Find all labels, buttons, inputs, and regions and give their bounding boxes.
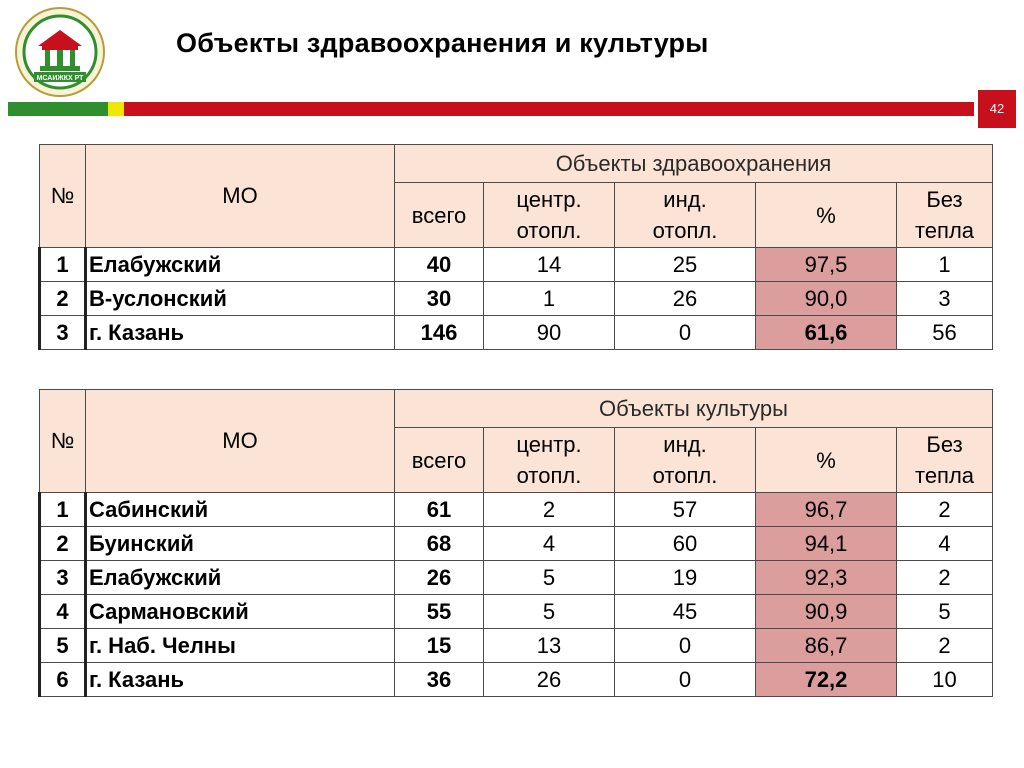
percent-value: 61,6 bbox=[756, 316, 897, 350]
percent-value: 94,1 bbox=[756, 527, 897, 561]
row-number: 6 bbox=[40, 663, 86, 697]
header-individual bbox=[615, 428, 756, 493]
table-row bbox=[40, 595, 993, 629]
percent-value: 97,5 bbox=[756, 248, 897, 282]
row-number: 2 bbox=[40, 282, 86, 316]
total-value: 146 bbox=[395, 316, 484, 350]
individual-heating-value: 26 bbox=[615, 282, 756, 316]
header-mo: МО bbox=[86, 390, 395, 493]
header-no-heat-line2: тепла bbox=[914, 463, 975, 488]
no-heat-value: 1 bbox=[897, 248, 993, 282]
row-number: 2 bbox=[40, 527, 86, 561]
no-heat-value: 10 bbox=[897, 663, 993, 697]
percent-value: 92,3 bbox=[756, 561, 897, 595]
group-title: Объекты здравоохранения bbox=[395, 145, 993, 183]
table-row bbox=[40, 629, 993, 663]
table-row bbox=[40, 282, 993, 316]
row-number: 3 bbox=[40, 561, 86, 595]
municipality-name: г. Казань bbox=[86, 316, 395, 350]
municipality-name: г. Казань bbox=[86, 663, 395, 697]
municipality-name: Сабинский bbox=[86, 493, 395, 527]
percent-value: 90,0 bbox=[756, 282, 897, 316]
total-value: 68 bbox=[395, 527, 484, 561]
central-heating-value: 14 bbox=[484, 248, 615, 282]
table-row bbox=[40, 493, 993, 527]
percent-value: 86,7 bbox=[756, 629, 897, 663]
central-heating-value: 5 bbox=[484, 561, 615, 595]
no-heat-value: 3 bbox=[897, 282, 993, 316]
accent-strip-green bbox=[8, 102, 108, 116]
table-row bbox=[40, 248, 993, 282]
percent-value: 72,2 bbox=[756, 663, 897, 697]
central-heating-value: 4 bbox=[484, 527, 615, 561]
no-heat-value: 56 bbox=[897, 316, 993, 350]
central-heating-value: 26 bbox=[484, 663, 615, 697]
header-individual-line2: отопл. bbox=[652, 463, 718, 488]
no-heat-value: 4 bbox=[897, 527, 993, 561]
central-heating-value: 2 bbox=[484, 493, 615, 527]
total-value: 55 bbox=[395, 595, 484, 629]
individual-heating-value: 45 bbox=[615, 595, 756, 629]
logo-caption: МСАИЖКХ РТ bbox=[36, 75, 84, 82]
central-heating-value: 13 bbox=[484, 629, 615, 663]
header-mo: МО bbox=[86, 145, 395, 248]
culture-table bbox=[38, 389, 993, 697]
total-value: 26 bbox=[395, 561, 484, 595]
organization-logo bbox=[12, 6, 108, 102]
no-heat-value: 2 bbox=[897, 561, 993, 595]
header-total: всего bbox=[395, 183, 484, 248]
central-heating-value: 90 bbox=[484, 316, 615, 350]
header-no-heat-line1: Без bbox=[926, 432, 963, 457]
header-no-heat-line2: тепла bbox=[914, 218, 975, 243]
healthcare-table bbox=[38, 144, 993, 350]
municipality-name: Буинский bbox=[86, 527, 395, 561]
header-central-line1: центр. bbox=[516, 432, 582, 457]
total-value: 61 bbox=[395, 493, 484, 527]
header-no-heat-line1: Без bbox=[926, 187, 963, 212]
header-individual-line2: отопл. bbox=[652, 218, 718, 243]
total-value: 15 bbox=[395, 629, 484, 663]
no-heat-value: 5 bbox=[897, 595, 993, 629]
individual-heating-value: 0 bbox=[615, 629, 756, 663]
table-row bbox=[40, 663, 993, 697]
percent-value: 90,9 bbox=[756, 595, 897, 629]
slide-title: Объекты здравоохранения и культуры bbox=[176, 28, 709, 58]
header-num: № bbox=[40, 145, 86, 248]
municipality-name: г. Наб. Челны bbox=[86, 629, 395, 663]
row-number: 4 bbox=[40, 595, 86, 629]
header-central-line1: центр. bbox=[516, 187, 582, 212]
row-number: 1 bbox=[40, 248, 86, 282]
header-central bbox=[484, 428, 615, 493]
accent-strip-yellow bbox=[108, 102, 124, 116]
individual-heating-value: 19 bbox=[615, 561, 756, 595]
table-row bbox=[40, 527, 993, 561]
row-number: 5 bbox=[40, 629, 86, 663]
header-individual-line1: инд. bbox=[663, 187, 707, 212]
individual-heating-value: 57 bbox=[615, 493, 756, 527]
no-heat-value: 2 bbox=[897, 493, 993, 527]
table-row bbox=[40, 561, 993, 595]
central-heating-value: 5 bbox=[484, 595, 615, 629]
header-central-line2: отопл. bbox=[516, 218, 582, 243]
header-num: № bbox=[40, 390, 86, 493]
central-heating-value: 1 bbox=[484, 282, 615, 316]
table-row bbox=[40, 316, 993, 350]
header-individual bbox=[615, 183, 756, 248]
group-title: Объекты культуры bbox=[395, 390, 993, 428]
total-value: 36 bbox=[395, 663, 484, 697]
page-number: 42 bbox=[978, 90, 1016, 128]
municipality-name: Елабужский bbox=[86, 561, 395, 595]
accent-strip-red bbox=[124, 102, 974, 116]
municipality-name: Елабужский bbox=[86, 248, 395, 282]
individual-heating-value: 0 bbox=[615, 316, 756, 350]
header-no-heat bbox=[897, 428, 993, 493]
header-percent: % bbox=[756, 183, 897, 248]
percent-value: 96,7 bbox=[756, 493, 897, 527]
header-central-line2: отопл. bbox=[516, 463, 582, 488]
no-heat-value: 2 bbox=[897, 629, 993, 663]
header-no-heat bbox=[897, 183, 993, 248]
row-number: 1 bbox=[40, 493, 86, 527]
individual-heating-value: 60 bbox=[615, 527, 756, 561]
header-central bbox=[484, 183, 615, 248]
individual-heating-value: 25 bbox=[615, 248, 756, 282]
row-number: 3 bbox=[40, 316, 86, 350]
header-total: всего bbox=[395, 428, 484, 493]
municipality-name: Сармановский bbox=[86, 595, 395, 629]
individual-heating-value: 0 bbox=[615, 663, 756, 697]
total-value: 30 bbox=[395, 282, 484, 316]
header-percent: % bbox=[756, 428, 897, 493]
total-value: 40 bbox=[395, 248, 484, 282]
header-individual-line1: инд. bbox=[663, 432, 707, 457]
municipality-name: В-услонский bbox=[86, 282, 395, 316]
